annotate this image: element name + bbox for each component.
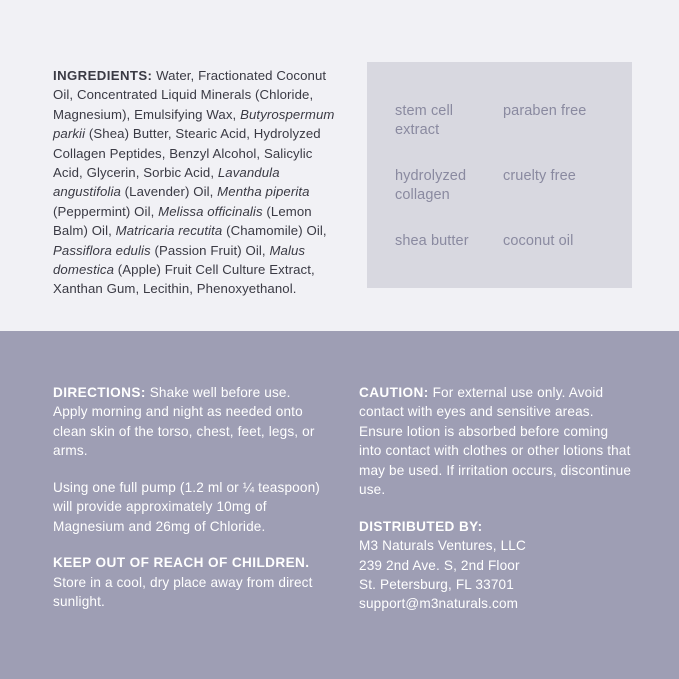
ingredient-latin-malus: Malus domestica	[53, 242, 306, 278]
ingredients-text-6: (Chamomile) Oil,	[222, 223, 327, 239]
distributed-by-heading: DISTRIBUTED BY:	[359, 518, 483, 534]
claim-cruelty-free: cruelty free	[503, 168, 576, 185]
ingredients-section	[0, 0, 679, 331]
ingredients-paragraph	[53, 66, 338, 299]
dosage-paragraph: Using one full pump (1.2 ml or ¼ teaspoon) will provide approximately 10mg of Magnesium and 26mg of Chloride.	[53, 479, 320, 534]
ingredients-text-4: (Peppermint) Oil,	[53, 203, 159, 219]
ingredient-latin-passiflora: Passiflora edulis	[53, 242, 151, 258]
directions-column	[53, 383, 325, 611]
distributor-city: St. Petersburg, FL 33701	[359, 576, 514, 592]
keep-out-paragraph	[53, 553, 325, 611]
keep-out-heading: KEEP OUT OF REACH OF CHILDREN.	[53, 555, 310, 571]
ingredients-text-7: (Passion Fruit) Oil,	[150, 242, 270, 258]
ingredient-latin-butyrospermum: Butyrospermum parkii	[53, 106, 335, 142]
directions-heading: DIRECTIONS:	[53, 385, 146, 400]
ingredients-text-8: (Apple) Fruit Cell Culture Extract, Xanthan Gum, Lecithin, Phenoxyethanol.	[53, 262, 315, 297]
claim-paraben-free: paraben free	[503, 103, 587, 119]
keep-out-text: Store in a cool, dry place away from direct sunlight.	[53, 574, 313, 609]
caution-paragraph	[359, 383, 634, 500]
ingredients-text-5: (Lemon Balm) Oil,	[53, 203, 312, 239]
ingredient-latin-mentha: Mentha piperita	[217, 184, 310, 200]
claim-stem-cell-extract: stem cell extract	[395, 103, 454, 138]
distributor-street: 239 2nd Ave. S, 2nd Floor	[359, 557, 520, 573]
claim-shea-butter: shea butter	[395, 233, 469, 250]
caution-text: For external use only. Avoid contact with eyes and sensitive areas. Ensure lotion is absorbed before coming into contact with clothes or other lotions that may be used. If irritation occurs, discontinue use.	[359, 385, 632, 498]
distributed-by-block	[359, 517, 634, 614]
claim-coconut-oil: coconut oil	[503, 233, 574, 250]
claim-hydrolyzed-collagen: hydrolyzed collagen	[395, 168, 467, 203]
ingredient-latin-melissa: Melissa officinalis	[158, 203, 263, 219]
ingredient-latin-lavandula: Lavandula angustifolia	[53, 165, 280, 200]
ingredients-text-3: (Lavender) Oil,	[120, 184, 218, 200]
claims-panel	[367, 62, 632, 288]
distributor-company: M3 Naturals Ventures, LLC	[359, 538, 526, 554]
ingredient-latin-matricaria: Matricaria recutita	[115, 223, 223, 239]
usage-section	[0, 331, 679, 679]
ingredients-heading: INGREDIENTS:	[53, 68, 153, 83]
ingredients-text-2: (Shea) Butter, Stearic Acid, Hydrolyzed Collagen Peptides, Benzyl Alcohol, Salicylic Acid, Glycerin, Sorbic Acid,	[53, 126, 321, 181]
distributor-email[interactable]: support@m3naturals.com	[359, 596, 519, 612]
caution-column	[359, 383, 634, 614]
directions-text: Shake well before use. Apply morning and night as needed onto clean skin of the torso, chest, feet, legs, or arms.	[53, 385, 315, 459]
ingredients-text-1: Water, Fractionated Coconut Oil, Concentrated Liquid Minerals (Chloride, Magnesium), Emulsifying Wax,	[53, 68, 327, 122]
claims-grid	[395, 102, 611, 251]
caution-heading: CAUTION:	[359, 385, 429, 400]
directions-paragraph	[53, 383, 325, 461]
